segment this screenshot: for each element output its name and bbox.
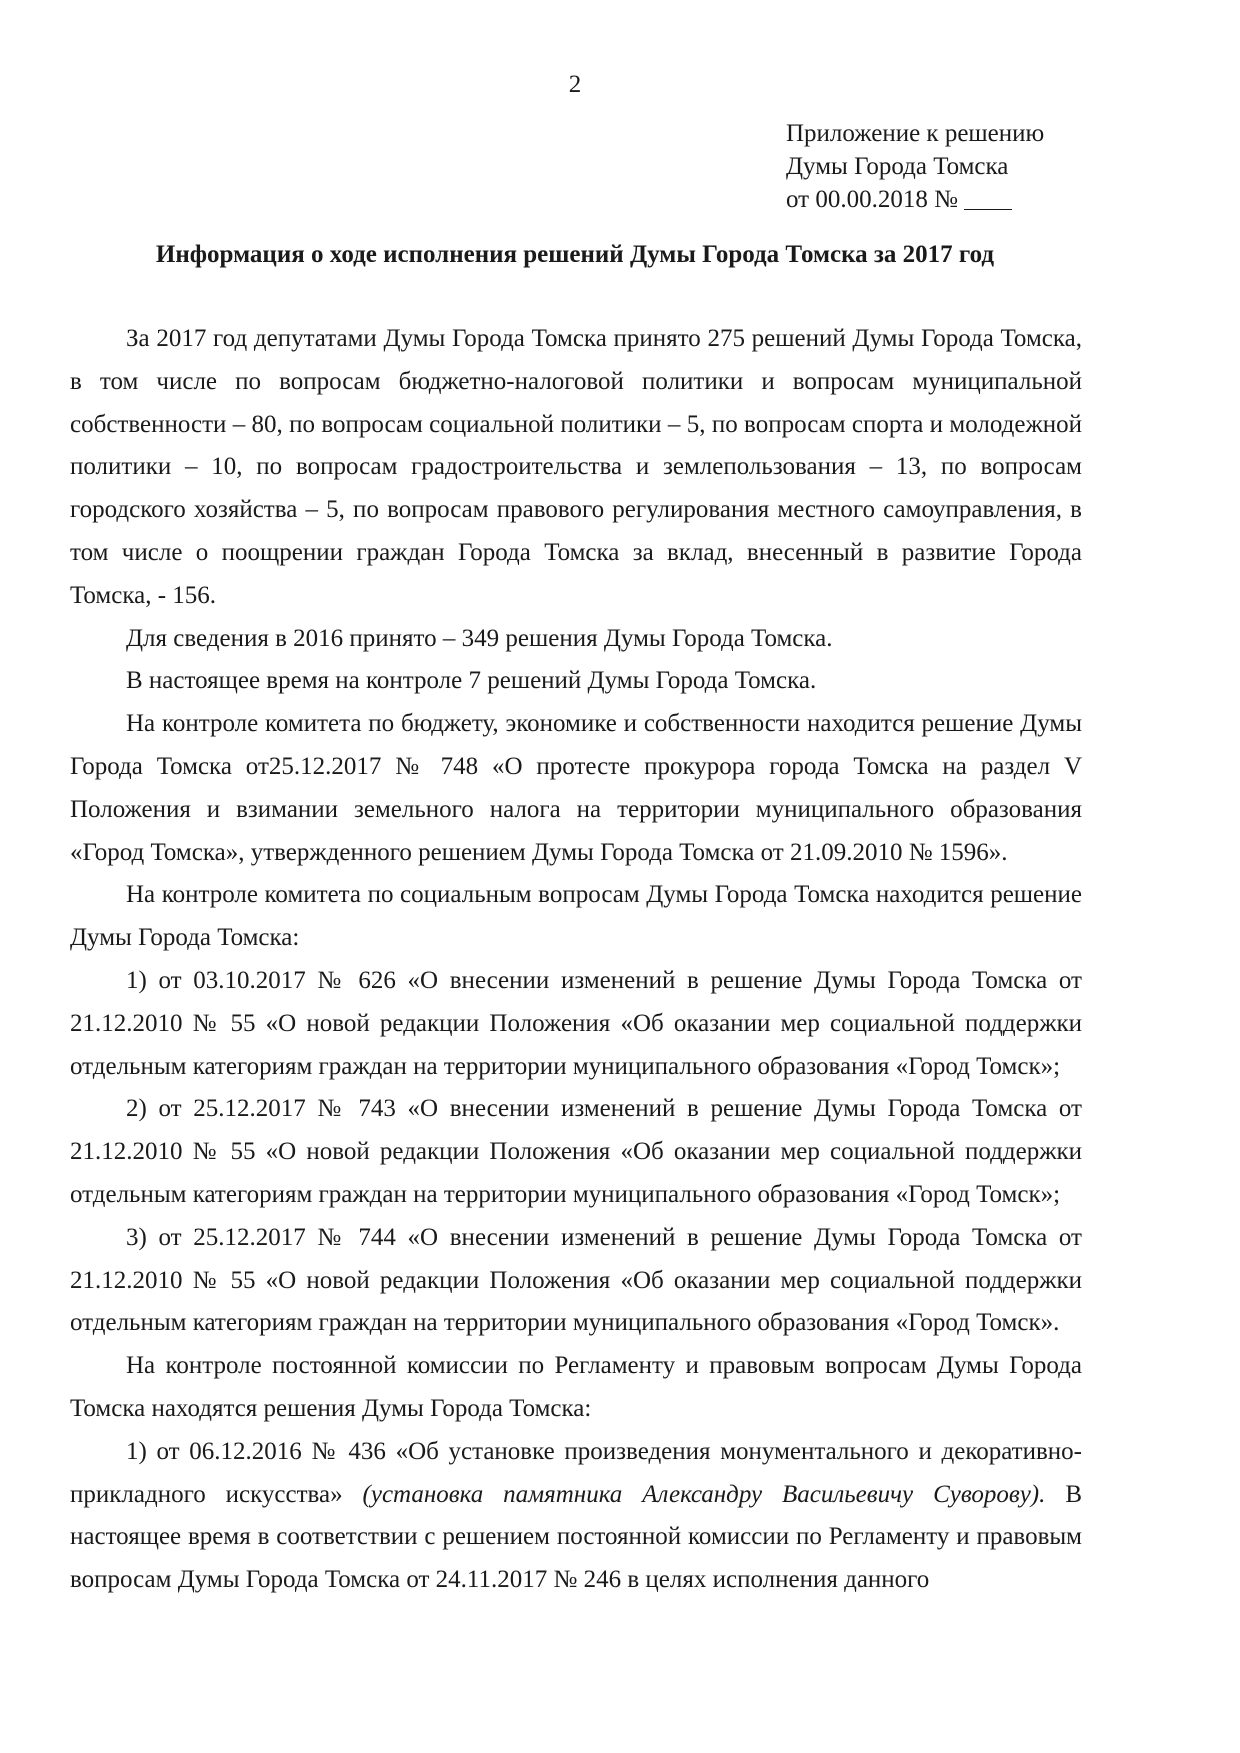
page-number: 2 bbox=[568, 71, 582, 98]
paragraph-1: За 2017 год депутатами Думы Города Томска принято 275 решений Думы Города Томска, в том числе по вопросам бюджетно-налоговой политики и вопросам муниципальной собственности – 80, по вопросам социальной политики – 5, по вопросам спорта и молодежной политики – 10, по вопросам градостроительства и землепользования – 13, по вопросам городского хозяйства – 5, по вопросам правового регулирования местного самоуправления, в том числе о поощрении граждан Города Томска за вклад, внесенный в развитие Города Томска, - 156. bbox=[70, 325, 1082, 609]
appendix-line-3 bbox=[786, 183, 1044, 216]
paragraph-9: На контроле постоянной комиссии по Регламенту и правовым вопросам Думы Города Томска находятся решения Думы Города Томска: bbox=[70, 1352, 1082, 1422]
document-title: Информация о ходе исполнения решений Думы Города Томска за 2017 год bbox=[155, 241, 995, 268]
number-blank bbox=[964, 183, 1012, 210]
document-body bbox=[70, 318, 1082, 1602]
paragraph-5: На контроле комитета по социальным вопросам Думы Города Томска находится решение Думы Города Томска: bbox=[70, 881, 1082, 952]
appendix-header bbox=[786, 117, 1044, 216]
paragraph-10 bbox=[70, 1431, 1082, 1602]
paragraph-2: Для сведения в 2016 принято – 349 решения Думы Города Томска. bbox=[126, 624, 833, 652]
paragraph-10-continuation: В настоящее время в соответствии с решением постоянной комиссии по Регламенту и правовым вопросам Думы Города Томска от 24.11.2017 № 246 в целях исполнения данного bbox=[70, 1480, 1082, 1594]
paragraph-10-text: 1) от 06.12.2016 № 436 «Об установке произведения монументального и декоративно-прикладного искусства» bbox=[70, 1437, 1082, 1508]
appendix-line-2: Думы Города Томска bbox=[786, 153, 1009, 180]
paragraph-3: В настоящее время на контроле 7 решений Думы Города Томска. bbox=[126, 667, 817, 695]
paragraph-6: 1) от 03.10.2017 № 626 «О внесении изменений в решение Думы Города Томска от 21.12.2010 № 55 «О новой редакции Положения «Об оказании мер социальной поддержки отдельным категориям граждан на территории муниципального образования «Город Томск»; bbox=[70, 966, 1082, 1080]
appendix-date: от 00.00.2018 № bbox=[786, 186, 958, 213]
appendix-line-1: Приложение к решению bbox=[786, 120, 1045, 147]
paragraph-7: 2) от 25.12.2017 № 743 «О внесении изменений в решение Думы Города Томска от 21.12.2010 № 55 «О новой редакции Положения «Об оказании мер социальной поддержки отдельным категориям граждан на территории муниципального образования «Город Томск»; bbox=[70, 1095, 1082, 1208]
paragraph-4: На контроле комитета по бюджету, экономике и собственности находится решение Думы Города Томска от25.12.2017 № 748 «О протесте прокурора города Томска на раздел V Положения и взимании земельного налога на территории муниципального образования «Город Томска», утвержденного решением Думы Города Томска от 21.09.2010 № 1596». bbox=[70, 710, 1082, 866]
paragraph-10-italic: (установка памятника Александру Васильевичу Суворову). bbox=[362, 1480, 1046, 1508]
paragraph-8: 3) от 25.12.2017 № 744 «О внесении изменений в решение Думы Города Томска от 21.12.2010 № 55 «О новой редакции Положения «Об оказании мер социальной поддержки отдельным категориям граждан на территории муниципального образования «Город Томск». bbox=[70, 1223, 1082, 1337]
